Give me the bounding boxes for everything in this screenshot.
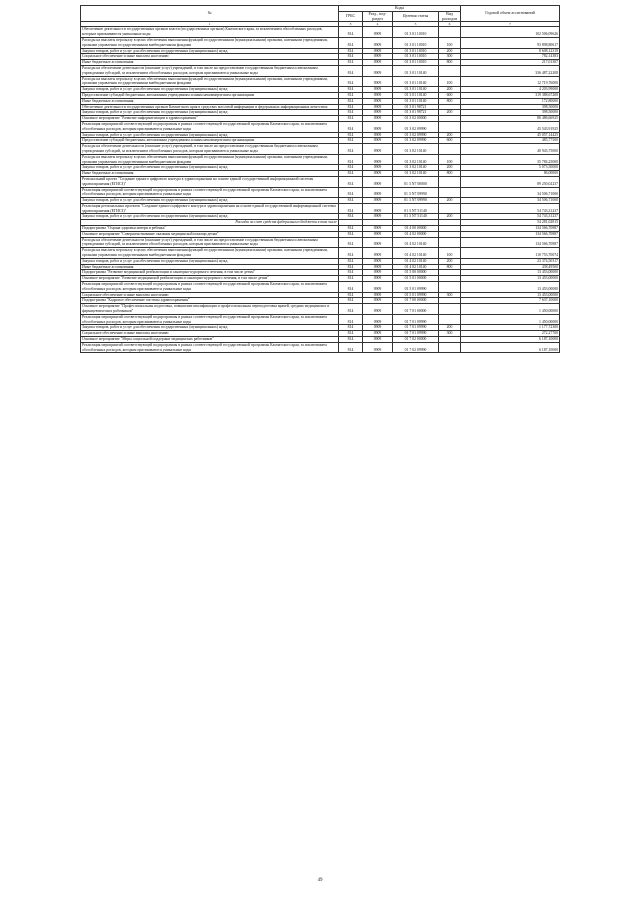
row-target-article: 01 3 02 09990: [393, 138, 439, 144]
row-grbs: 814: [339, 248, 363, 259]
row-expense-type: 200: [439, 258, 461, 264]
row-target-article: 01 3 01 10140: [393, 92, 439, 98]
row-section: 0909: [363, 298, 393, 304]
row-grbs: 814: [339, 304, 363, 315]
row-amount: 34 506,71000: [461, 187, 560, 198]
row-amount: 93 898,80617: [461, 37, 560, 48]
row-target-article: 01 5 01 00000: [393, 276, 439, 282]
row-section: 0909: [363, 87, 393, 93]
row-section: 0909: [363, 60, 393, 66]
row-section: 0909: [363, 154, 393, 165]
table-row: [81, 37, 560, 48]
row-expense-type: 200: [439, 198, 461, 204]
row-section: 0909: [363, 226, 393, 232]
row-section: 0909: [363, 304, 393, 315]
row-name: Закупка товаров, работ и услуг для обеспечения государственных (муниципальных) нужд: [81, 110, 339, 116]
row-amount: 13 453,00000: [461, 276, 560, 282]
row-amount: 89 250,02237: [461, 176, 560, 187]
row-name: Предоставление субсидий бюджетным, автономным учреждениям и иным некоммерческим организациям: [81, 92, 339, 98]
row-grbs: 814: [339, 87, 363, 93]
row-name: Расходы на обеспечение деятельности (оказание услуг) учреждений, в том числе на предоставление государственным бюджетным и автономным учреждениям субсидий, за исключением обособленных расходов, которым присваиваются уникальные коды: [81, 144, 339, 155]
row-name: Подпрограмма "Кадровое обеспечение системы здравоохранения": [81, 298, 339, 304]
row-grbs: 814: [339, 98, 363, 104]
row-section: 0909: [363, 258, 393, 264]
row-amount: 34 506,71000: [461, 198, 560, 204]
row-amount: 54 743,31237: [461, 214, 560, 220]
row-grbs: 814: [339, 165, 363, 171]
row-name: Основное мероприятие "Развитие информатизации в здравоохранении": [81, 116, 339, 122]
row-grbs: 814: [339, 270, 363, 276]
row-amount: 54 743,31237: [461, 203, 560, 214]
row-amount: 12 719,76000: [461, 76, 560, 87]
page-number: 49: [317, 878, 323, 883]
row-grbs: 814: [339, 65, 363, 76]
row-expense-type: 200: [439, 110, 461, 116]
header-codes: Коды: [339, 6, 461, 12]
row-expense-type: 300: [439, 331, 461, 337]
row-grbs: 814: [339, 198, 363, 204]
row-section: 0909: [363, 270, 393, 276]
row-grbs: 814: [339, 314, 363, 325]
row-section: 0909: [363, 264, 393, 270]
row-section: 0909: [363, 104, 393, 110]
row-name: Основное мероприятие "Меры социальной поддержки медицинских работников": [81, 337, 339, 343]
row-grbs: 814: [339, 121, 363, 132]
row-grbs: 814: [339, 337, 363, 343]
row-amount: 438,49500: [461, 264, 560, 270]
row-grbs: 814: [339, 116, 363, 122]
row-target-article: 01 4 02 10140: [393, 258, 439, 264]
row-expense-type: 800: [439, 98, 461, 104]
row-section: 0909: [363, 331, 393, 337]
row-section: 0909: [363, 237, 393, 248]
row-expense-type: 800: [439, 171, 461, 177]
row-expense-type: [439, 121, 461, 132]
row-name: Закупка товаров, работ и услуг для обеспечения государственных (муниципальных) нужд: [81, 258, 339, 264]
row-section: 0909: [363, 337, 393, 343]
row-grbs: 814: [339, 144, 363, 155]
table-row: [81, 248, 560, 259]
row-target-article: 01 3 01 98721: [393, 110, 439, 116]
row-amount: 1 450,00000: [461, 304, 560, 315]
row-target-article: 01 4 00 00000: [393, 226, 439, 232]
row-amount: 13 453,00000: [461, 270, 560, 276]
row-expense-type: [439, 27, 461, 38]
row-expense-type: 100: [439, 37, 461, 48]
row-amount: 23 374,50317: [461, 258, 560, 264]
row-name: Подпрограмма "Развитие медицинской реабилитации и санаторно-курортного лечения, в том числе детям": [81, 270, 339, 276]
row-expense-type: [439, 237, 461, 248]
row-target-article: 01 7 01 09990: [393, 314, 439, 325]
row-amount: 1 450,00000: [461, 314, 560, 325]
row-target-article: 01 3 01 10010: [393, 54, 439, 60]
row-expense-type: 200: [439, 214, 461, 220]
header-grbs: ГРБС: [339, 11, 363, 22]
table-row: [81, 237, 560, 248]
table-row: [81, 65, 560, 76]
table-header: [81, 6, 560, 27]
row-section: 0909: [363, 98, 393, 104]
row-name: Подпрограмма "Охрана здоровья матери и ребенка": [81, 226, 339, 232]
row-grbs: 814: [339, 48, 363, 54]
row-name: Реализация мероприятий соответствующей подпрограммы в рамках соответствующей государственной программы Камчатского края, за исключением обособленных расходов, которым присваиваются уникальные коды: [81, 342, 339, 353]
header-index: 3: [339, 22, 363, 27]
header-index: 6: [439, 22, 461, 27]
row-amount: 398,50000: [461, 104, 560, 110]
row-section: 0909: [363, 276, 393, 282]
table-row: [81, 121, 560, 132]
table-row: [81, 342, 560, 353]
row-expense-type: [439, 314, 461, 325]
row-target-article: 01 3 01 10010: [393, 27, 439, 38]
row-expense-type: 100: [439, 248, 461, 259]
row-amount: 45 543,91925: [461, 121, 560, 132]
row-amount: 4 203,99000: [461, 87, 560, 93]
row-section: 0909: [363, 110, 393, 116]
row-section: 0909: [363, 165, 393, 171]
row-name: Расходы на выплаты персоналу в целях обеспечения выполнения функций государственными (муниципальными) органами, казенными учреждениями, органами управления государственными внебюджетными фондами: [81, 76, 339, 87]
row-grbs: 814: [339, 264, 363, 270]
row-target-article: 01 3 01 10010: [393, 48, 439, 54]
row-expense-type: 200: [439, 325, 461, 331]
row-grbs: 814: [339, 110, 363, 116]
header-target-article: Целевая статья: [393, 11, 439, 22]
row-section: 0909: [363, 48, 393, 54]
row-amount: 40 943,75000: [461, 144, 560, 155]
table-row: [81, 282, 560, 293]
row-name: Иные бюджетные ассигнования: [81, 98, 339, 104]
row-amount: 6 187,10000: [461, 342, 560, 353]
row-target-article: 01 3 02 00000: [393, 116, 439, 122]
row-target-article: 01 7 01 00000: [393, 304, 439, 315]
row-expense-type: 200: [439, 87, 461, 93]
row-expense-type: [439, 342, 461, 353]
budget-table: [80, 5, 560, 353]
row-section: 0909: [363, 214, 393, 220]
row-amount: 319 388,67208: [461, 92, 560, 98]
row-amount: 86,00000: [461, 171, 560, 177]
row-target-article: 01 3 N7 51140: [393, 214, 439, 220]
table-row: [81, 187, 560, 198]
row-name: Реализация региональных проектов "Создание единого цифрового контура в здравоохранении на основе единой государственной информационной системы здравоохранения (ЕГИСЗ)": [81, 203, 339, 214]
row-amount: 54 281,02815: [461, 220, 560, 226]
row-grbs: 814: [339, 298, 363, 304]
row-expense-type: 100: [439, 76, 461, 87]
row-name: Реализация мероприятий соответствующей подпрограммы в рамках соответствующей государственной программы Камчатского края, за исключением обособленных расходов, которым присваиваются уникальные коды: [81, 121, 339, 132]
row-name: Основное мероприятие "Профессиональная подготовка, повышение квалификации и профессиональная переподготовка врачей, средних медицинских и фармацевтических работников": [81, 304, 339, 315]
row-target-article: 01 7 00 00000: [393, 298, 439, 304]
row-target-article: 01 3 01 98721: [393, 104, 439, 110]
row-target-article: 01 7 02 09990: [393, 342, 439, 353]
row-name: Расходы за счет средств федерального бюджета в том числе: [81, 220, 339, 226]
row-amount: 485,77500: [461, 138, 560, 144]
header-index: 1: [81, 22, 339, 27]
row-target-article: 01 7 02 00000: [393, 337, 439, 343]
row-grbs: 814: [339, 104, 363, 110]
row-section: 0909: [363, 138, 393, 144]
row-name: Иные бюджетные ассигнования: [81, 171, 339, 177]
header-section: Разд., под-раздел: [363, 11, 393, 22]
row-name: Обеспечение деятельности государственных органов власти (государственных органов) Камчатского края, за исключением обособленных расходов, которым присваиваются уникальные коды: [81, 27, 339, 38]
row-section: 0909: [363, 282, 393, 293]
row-name: Расходы на обеспечение деятельности (оказание услуг) учреждений, в том числе на предоставление государственным бюджетным и автономным учреждениям субсидий, за исключением обособленных расходов, которым присваиваются уникальные коды: [81, 65, 339, 76]
row-section: 0909: [363, 292, 393, 298]
row-section: 0909: [363, 37, 393, 48]
row-name: Реализация мероприятий соответствующей подпрограммы в рамках соответствующей государственной программы Камчатского края, за исключением обособленных расходов, которым присваиваются уникальные коды: [81, 314, 339, 325]
row-expense-type: 200: [439, 132, 461, 138]
row-grbs: 814: [339, 342, 363, 353]
row-expense-type: [439, 187, 461, 198]
row-target-article: 01 3 N7 09990: [393, 198, 439, 204]
row-target-article: 01 7 01 09990: [393, 331, 439, 337]
table-row: [81, 144, 560, 155]
row-amount: 5 073,50000: [461, 165, 560, 171]
row-name: Расходы на выплаты персоналу в целях обеспечения выполнения функций государственными (муниципальными) органами, казенными учреждениями, органами управления государственными внебюджетными фондами: [81, 248, 339, 259]
row-target-article: 01 3 01 10140: [393, 98, 439, 104]
row-grbs: 814: [339, 214, 363, 220]
row-name: Обеспечение деятельности государственных органов Камчатского края в средствах массовой информации и федеральных информационных агентствах: [81, 104, 339, 110]
row-amount: 134 566,70887: [461, 226, 560, 232]
row-grbs: 814: [339, 237, 363, 248]
table-body: [81, 27, 560, 353]
table-row: [81, 203, 560, 214]
row-grbs: 814: [339, 37, 363, 48]
row-target-article: 01 5 01 09990: [393, 292, 439, 298]
row-target-article: 01 5 01 09990: [393, 282, 439, 293]
row-expense-type: [439, 203, 461, 214]
row-grbs: 814: [339, 154, 363, 165]
row-section: 0909: [363, 176, 393, 187]
row-grbs: 814: [339, 76, 363, 87]
row-target-article: 01 3 01 10010: [393, 37, 439, 48]
row-expense-type: 100: [439, 154, 461, 165]
row-name: Социальное обеспечение и иные выплаты населению: [81, 54, 339, 60]
row-section: 0909: [363, 314, 393, 325]
row-target-article: 01 3 N7 09990: [393, 187, 439, 198]
row-name: Закупка товаров, работ и услуг для обеспечения государственных (муниципальных) нужд: [81, 198, 339, 204]
row-target-article: 01 3 02 09990: [393, 121, 439, 132]
header-index: 7: [461, 22, 560, 27]
row-grbs: 814: [339, 203, 363, 214]
row-grbs: 814: [339, 292, 363, 298]
table-row: [81, 154, 560, 165]
row-target-article: 01 3 N7 51140: [393, 203, 439, 214]
row-target-article: 01 7 01 09990: [393, 325, 439, 331]
row-target-article: 01 3 02 10140: [393, 154, 439, 165]
row-expense-type: 600: [439, 138, 461, 144]
row-amount: 1 177,72300: [461, 325, 560, 331]
row-target-article: 01 3 02 10140: [393, 171, 439, 177]
row-expense-type: 800: [439, 264, 461, 270]
row-expense-type: [439, 282, 461, 293]
row-grbs: 814: [339, 325, 363, 331]
row-section: 0909: [363, 198, 393, 204]
row-expense-type: [439, 304, 461, 315]
row-amount: 782,14383: [461, 54, 560, 60]
row-section: 0909: [363, 132, 393, 138]
row-grbs: 814: [339, 27, 363, 38]
row-amount: 134 566,70887: [461, 237, 560, 248]
row-amount: 13 453,00000: [461, 292, 560, 298]
row-name: Закупка товаров, работ и услуг для обеспечения государственных (муниципальных) нужд: [81, 48, 339, 54]
row-section: 0909: [363, 116, 393, 122]
table-row: [81, 27, 560, 38]
row-target-article: 01 3 02 09990: [393, 132, 439, 138]
row-section: 0909: [363, 54, 393, 60]
table-row: [81, 176, 560, 187]
header-index: 5: [393, 22, 439, 27]
row-expense-type: 800: [439, 60, 461, 66]
row-grbs: 814: [339, 187, 363, 198]
row-name: Предоставление субсидий бюджетным, автономным учреждениям и иным некоммерческим организациям: [81, 138, 339, 144]
row-grbs: 814: [339, 226, 363, 232]
budget-table-sheet: [80, 5, 559, 353]
row-grbs: 814: [339, 92, 363, 98]
row-target-article: 01 4 02 10140: [393, 237, 439, 248]
row-grbs: 814: [339, 176, 363, 187]
row-grbs: 814: [339, 276, 363, 282]
table-row: [81, 76, 560, 87]
row-expense-type: 600: [439, 92, 461, 98]
row-section: 0909: [363, 342, 393, 353]
row-section: 0909: [363, 92, 393, 98]
row-section: 0909: [363, 76, 393, 87]
row-expense-type: 200: [439, 48, 461, 54]
row-amount: 217,01307: [461, 60, 560, 66]
row-amount: 336 487,22208: [461, 65, 560, 76]
row-name: Закупка товаров, работ и услуг для обеспечения государственных (муниципальных) нужд: [81, 165, 339, 171]
row-name: Реализация мероприятий соответствующей подпрограммы в рамках соответствующей государственной программы Камчатского края, за исключением обособленных расходов, которым присваиваются уникальные коды: [81, 282, 339, 293]
row-expense-type: [439, 144, 461, 155]
row-section: 0909: [363, 144, 393, 155]
row-target-article: 01 4 02 00000: [393, 231, 439, 237]
row-grbs: 814: [339, 171, 363, 177]
row-name: Реализация мероприятий соответствующей подпрограммы в рамках соответствующей государственной программы Камчатского края, за исключением обособленных расходов, которым присваиваются уникальные коды: [81, 187, 339, 198]
row-name: Региональный проект "Создание единого цифрового контура в здравоохранении на основе единой государственной информационной системы здравоохранения (ЕГИСЗ)": [81, 176, 339, 187]
row-grbs: 814: [339, 231, 363, 237]
row-section: 0909: [363, 187, 393, 198]
row-name: Основное мероприятие "Совершенствование оказания медицинской помощи детям": [81, 231, 339, 237]
row-name: Закупка товаров, работ и услуг для обеспечения государственных (муниципальных) нужд: [81, 325, 339, 331]
row-target-article: 01 4 02 10140: [393, 264, 439, 270]
row-name: Социальное обеспечение и иные выплаты населению: [81, 292, 339, 298]
row-amount: 45 057,14425: [461, 132, 560, 138]
row-target-article: 01 3 02 10140: [393, 144, 439, 155]
row-name: Социальное обеспечение и иные выплаты населению: [81, 331, 339, 337]
row-target-article: 01 3 01 10140: [393, 65, 439, 76]
row-amount: 8 608,12319: [461, 48, 560, 54]
row-grbs: 814: [339, 132, 363, 138]
row-name: Закупка товаров, работ и услуг для обеспечения государственных (муниципальных) нужд: [81, 214, 339, 220]
row-grbs: 814: [339, 138, 363, 144]
row-grbs: 814: [339, 331, 363, 337]
row-amount: 6 187,10000: [461, 337, 560, 343]
row-section: 0909: [363, 121, 393, 132]
table-row: [81, 304, 560, 315]
header-number: №: [81, 6, 339, 22]
row-section: 0909: [363, 27, 393, 38]
row-name: Закупка товаров, работ и услуг для обеспечения государственных (муниципальных) нужд: [81, 87, 339, 93]
header-index: 4: [363, 22, 393, 27]
row-name: Расходы на обеспечение деятельности (оказание услуг) учреждений, в том числе на предоставление государственным бюджетным и автономным учреждениям субсидий, за исключением обособленных расходов, которым присваиваются уникальные коды: [81, 237, 339, 248]
row-name: Иные бюджетные ассигнования: [81, 60, 339, 66]
row-name: Закупка товаров, работ и услуг для обеспечения государственных (муниципальных) нужд: [81, 132, 339, 138]
row-name: Основное мероприятие "Развитие медицинской реабилитации и санаторно-курортного лечения, в том числе детям": [81, 276, 339, 282]
row-grbs: 814: [339, 54, 363, 60]
row-amount: 172,80000: [461, 98, 560, 104]
row-section: 0909: [363, 231, 393, 237]
row-section: 0909: [363, 325, 393, 331]
row-amount: 110 753,70074: [461, 248, 560, 259]
row-amount: 13 453,00000: [461, 282, 560, 293]
row-name: Иные бюджетные ассигнования: [81, 264, 339, 270]
row-amount: 134 566,70887: [461, 231, 560, 237]
row-target-article: 01 5 00 00000: [393, 270, 439, 276]
header-amount: Годовой объем ассигнований: [461, 6, 560, 22]
row-section: 0909: [363, 171, 393, 177]
row-amount: 35 784,25000: [461, 154, 560, 165]
row-expense-type: [439, 176, 461, 187]
row-target-article: 01 3 01 10010: [393, 60, 439, 66]
row-expense-type: 200: [439, 165, 461, 171]
row-grbs: 814: [339, 60, 363, 66]
row-name: Расходы на выплаты персоналу в целях обеспечения выполнения функций государственными (муниципальными) органами, казенными учреждениями, органами управления государственными внебюджетными фондами: [81, 37, 339, 48]
row-grbs: 814: [339, 282, 363, 293]
row-section: 0909: [363, 203, 393, 214]
row-amount: 398,50000: [461, 110, 560, 116]
row-section: 0909: [363, 65, 393, 76]
row-amount: 86 486,66925: [461, 116, 560, 122]
row-name: Расходы на выплаты персоналу в целях обеспечения выполнения функций государственными (муниципальными) органами, казенными учреждениями, органами управления государственными внебюджетными фондами: [81, 154, 339, 165]
row-expense-type: 300: [439, 54, 461, 60]
row-target-article: 01 3 02 10140: [393, 165, 439, 171]
row-expense-type: 300: [439, 292, 461, 298]
row-target-article: 01 3 01 10140: [393, 87, 439, 93]
row-amount: 272,27700: [461, 331, 560, 337]
row-amount: 7 637,10000: [461, 298, 560, 304]
row-grbs: 814: [339, 258, 363, 264]
row-expense-type: [439, 65, 461, 76]
row-target-article: 01 4 02 10140: [393, 248, 439, 259]
row-target-article: 01 3 01 10140: [393, 76, 439, 87]
row-target-article: 01 3 N7 00000: [393, 176, 439, 187]
row-section: 0909: [363, 248, 393, 259]
row-amount: 102 506,09626: [461, 27, 560, 38]
header-expense-type: Вид расходов: [439, 11, 461, 22]
table-row: [81, 314, 560, 325]
